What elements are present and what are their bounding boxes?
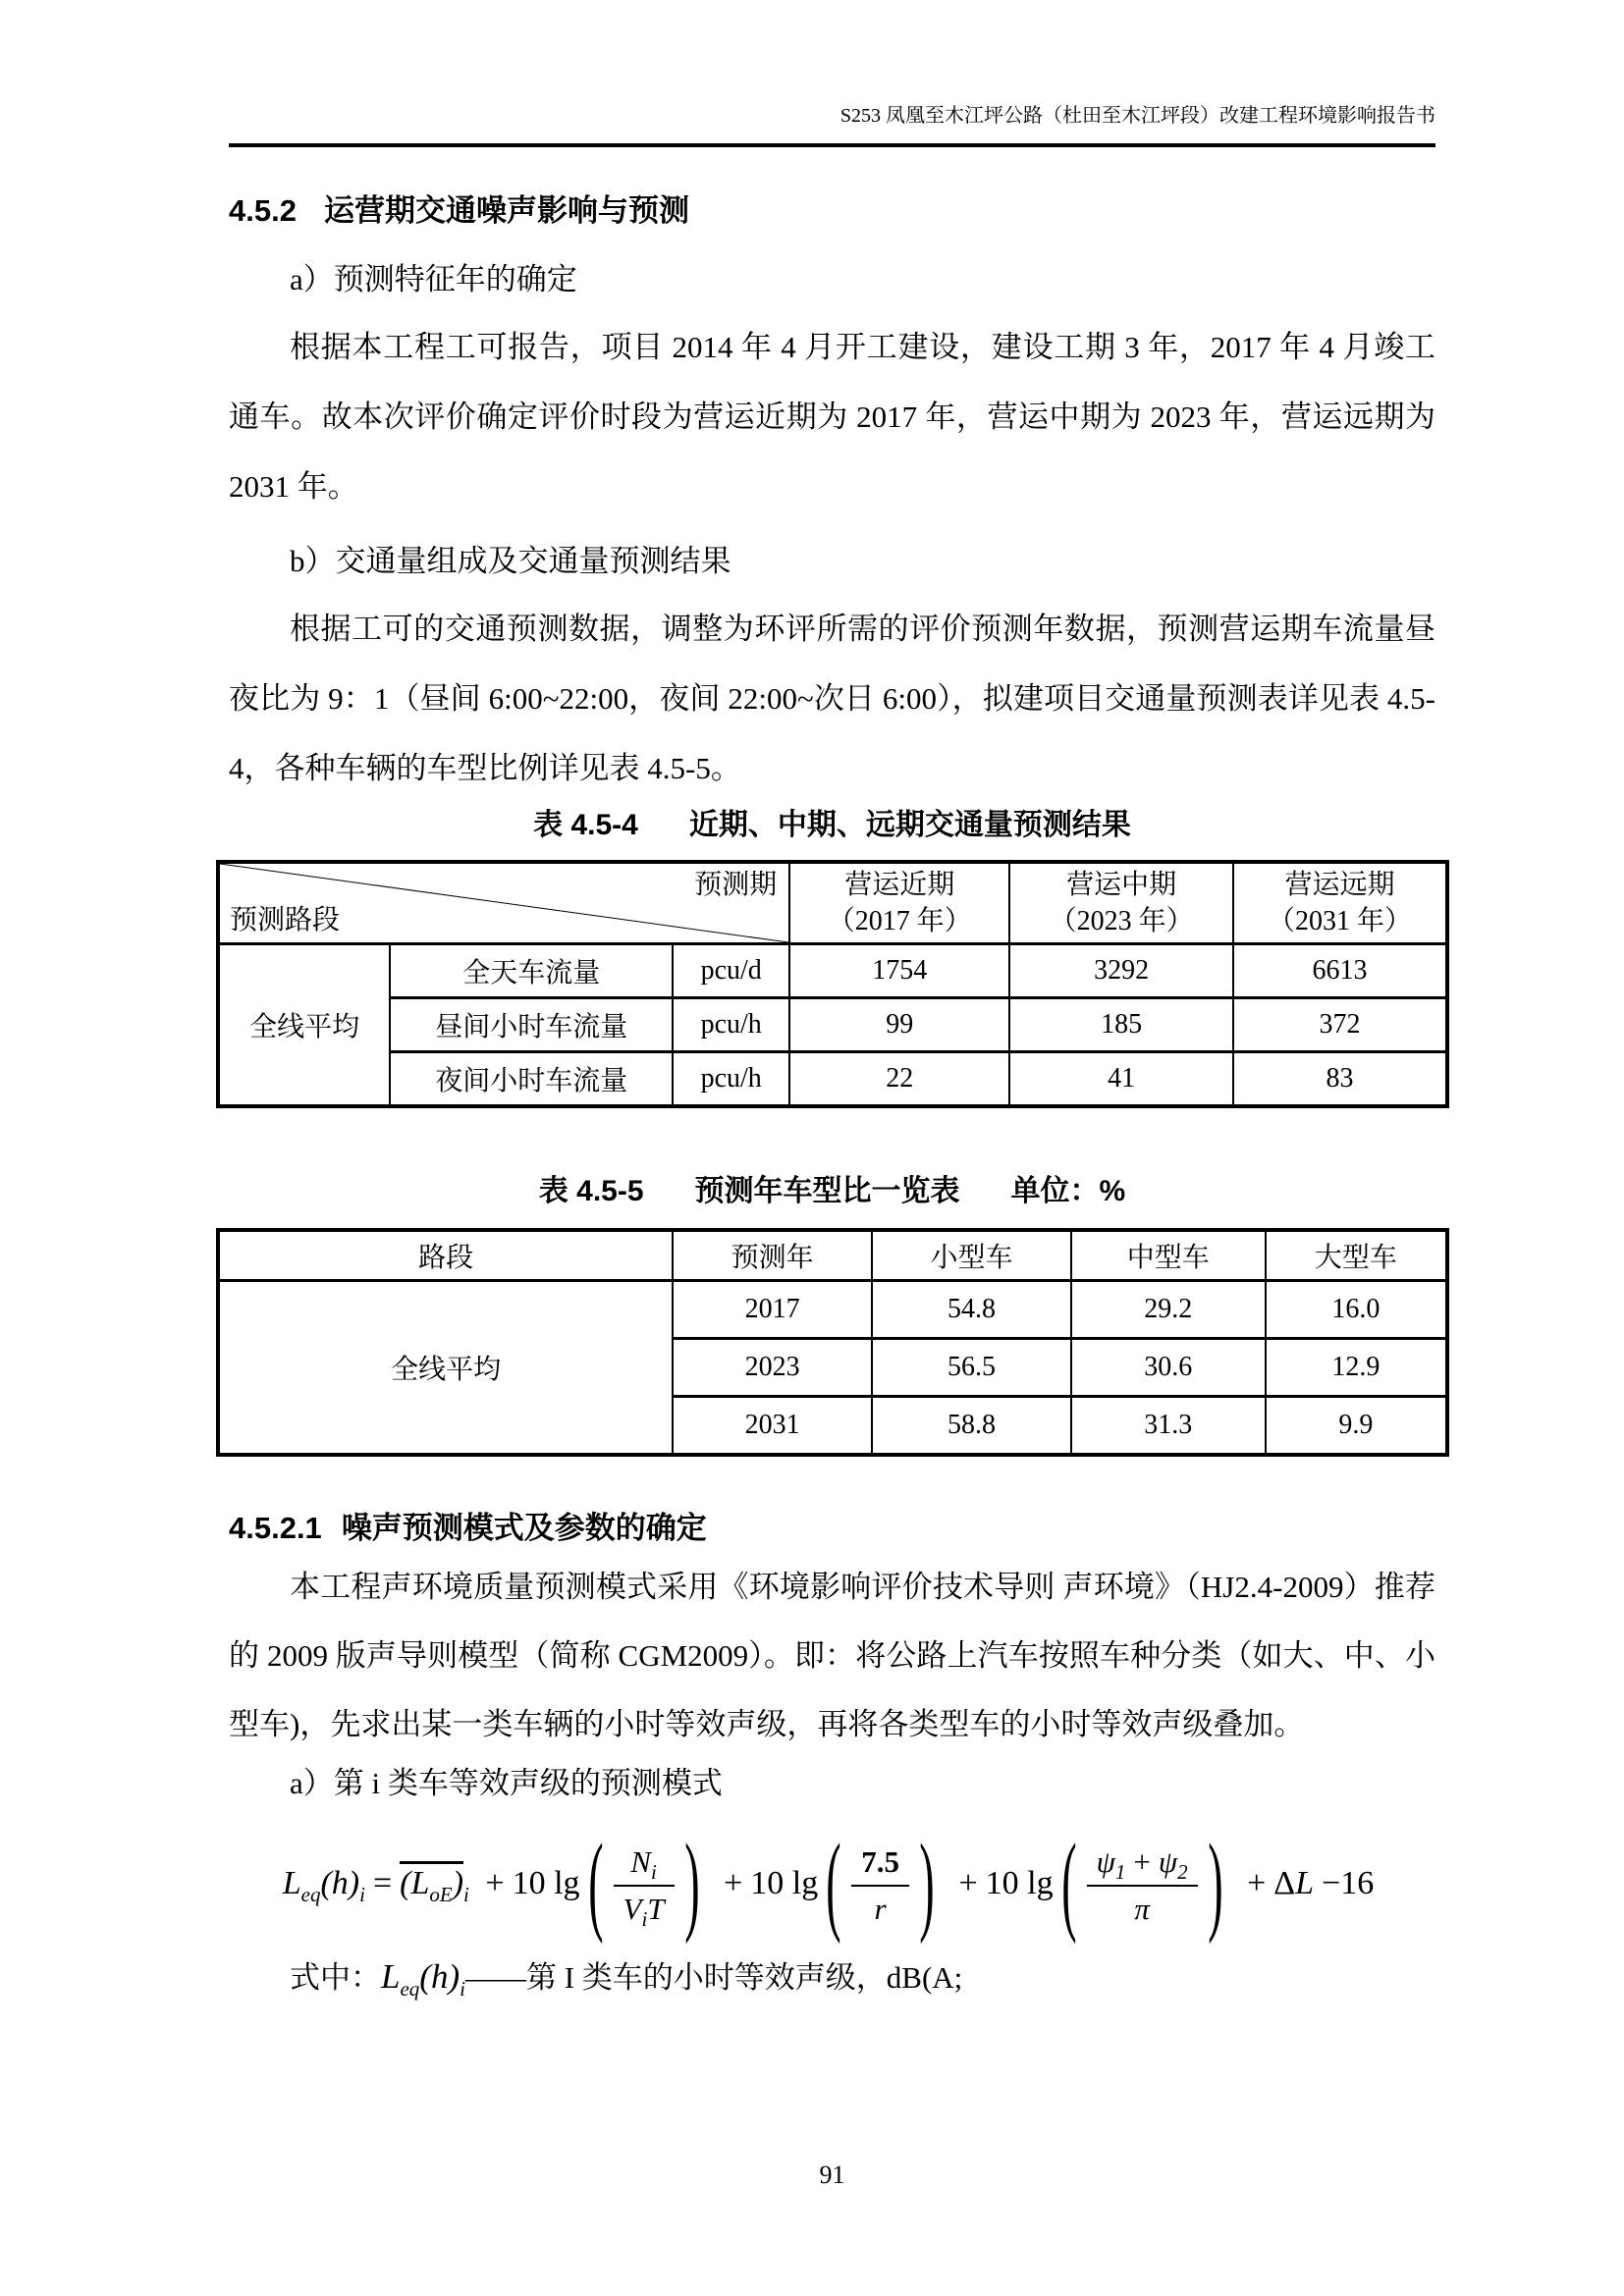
- table-caption-title: 预测年车型比一览表: [694, 1174, 960, 1207]
- column-header-line1: 营运近期: [844, 870, 955, 900]
- frac-num: N: [630, 1843, 651, 1879]
- vehicle-ratio-table: [216, 1228, 1449, 1457]
- section-title: 运营期交通噪声影响与预测: [323, 193, 689, 228]
- coefficient: 10 lg: [985, 1864, 1054, 1901]
- list-item-a2: a）第 i 类车等效声级的预测模式: [290, 1765, 723, 1800]
- column-header-segment: 路段: [218, 1230, 673, 1281]
- column-header-line1: 营运远期: [1284, 870, 1395, 900]
- value-cell: 56.5: [872, 1339, 1071, 1397]
- fraction-75-r: [851, 1842, 909, 1929]
- frac-num-sub: i: [650, 1859, 657, 1884]
- value-cell: 372: [1233, 998, 1447, 1052]
- column-header-small: 小型车: [872, 1230, 1071, 1281]
- section-heading-4521: [229, 1508, 1435, 1549]
- table-caption-label: 表 4.5-5: [538, 1174, 644, 1207]
- eq-lhs-arg: (h): [320, 1864, 360, 1901]
- section-number: 4.5.2.1: [229, 1510, 322, 1545]
- coefficient: 10 lg: [750, 1864, 819, 1901]
- table-caption-454: [229, 805, 1435, 846]
- column-header-mid: [1009, 862, 1233, 944]
- paragraph-2: 根据工可的交通预测数据，调整为环评所需的评价预测年数据，预测营运期车流量昼夜比为 9：1（昼间 6:00~22:00，夜间 22:00~次日 6:00），拟建项目交通量预测表详见表 4.5-4，各种车辆的车型比例详见表 4.5-5。: [229, 612, 1435, 785]
- big-paren-close: ): [683, 1824, 700, 1947]
- delta-symbol: Δ: [1273, 1864, 1296, 1901]
- big-paren-close: ): [919, 1824, 935, 1947]
- frac-den-T: T: [647, 1891, 665, 1926]
- psi2-sub: 2: [1177, 1859, 1188, 1884]
- plus-sign: +: [958, 1864, 978, 1901]
- plus-sign: +: [485, 1864, 505, 1901]
- value-cell: 16.0: [1266, 1281, 1447, 1339]
- eq-lhs-sub: eq: [300, 1882, 321, 1906]
- value-cell: 3292: [1009, 944, 1233, 998]
- outer-sub-i: i: [463, 1882, 469, 1906]
- column-header-near: [789, 862, 1009, 944]
- table-caption-unit: 单位：%: [1010, 1174, 1126, 1207]
- psi1-sub: 1: [1114, 1859, 1126, 1884]
- where-description: ——第 I 类车的小时等效声级，dB(A;: [464, 1959, 963, 1995]
- value-cell: 9.9: [1266, 1397, 1447, 1455]
- L: L: [381, 1956, 401, 1996]
- fraction-Ni-ViT: [614, 1842, 675, 1929]
- LoE-sub: oE: [429, 1882, 453, 1906]
- corner-label-period: 预测期: [694, 870, 778, 900]
- table-caption-455: [229, 1171, 1435, 1212]
- column-header-line2: （2023 年）: [1049, 906, 1194, 936]
- table-caption-title: 近期、中期、远期交通量预测结果: [688, 809, 1131, 841]
- psi1: ψ: [1096, 1843, 1115, 1879]
- fraction-psi-pi: [1087, 1842, 1198, 1929]
- arg-sub: i: [460, 1976, 465, 2001]
- equals-sign: =: [372, 1864, 393, 1901]
- column-header-far: [1233, 862, 1447, 944]
- corner-label-segment: 预测路段: [230, 905, 341, 935]
- paragraph-1: 根据本工程工可报告，项目 2014 年 4 月开工建设，建设工期 3 年，2017 年 4 月竣工通车。故本次评价确定评价时段为营运近期为 2017 年，营运中期为 2023 年，营运远期为 2031 年。: [229, 330, 1435, 504]
- plus-sign: +: [1247, 1864, 1267, 1901]
- unit-cell: pcu/d: [673, 944, 789, 998]
- traffic-forecast-table: [216, 860, 1449, 1108]
- delta-variable: L: [1295, 1864, 1315, 1901]
- minus-16: −16: [1322, 1864, 1375, 1901]
- value-cell: 54.8: [872, 1281, 1071, 1339]
- where-prefix: 式中：: [290, 1959, 381, 1995]
- paren: ): [452, 1864, 464, 1901]
- value-cell: 29.2: [1071, 1281, 1266, 1339]
- column-header-year: 预测年: [673, 1230, 872, 1281]
- psi2: ψ: [1158, 1843, 1178, 1879]
- plus-sign: +: [1133, 1843, 1151, 1879]
- metric-cell: 昼间小时车流量: [390, 998, 673, 1052]
- big-paren-open: (: [587, 1824, 604, 1947]
- column-header-line2: （2017 年）: [827, 906, 972, 936]
- diagonal-header-cell: [218, 862, 789, 944]
- value-cell: 31.3: [1071, 1397, 1266, 1455]
- metric-cell: 全天车流量: [390, 944, 673, 998]
- value-cell: 99: [789, 998, 1009, 1052]
- formula-legend: [229, 1951, 1435, 2003]
- eq-lhs-L: L: [282, 1864, 301, 1901]
- value-cell: 41: [1009, 1052, 1233, 1106]
- L-sub: eq: [400, 1976, 420, 2001]
- inline-math-leq: [381, 1956, 465, 2001]
- arg: (h): [419, 1956, 460, 1996]
- unit-cell: pcu/h: [673, 998, 789, 1052]
- plus-sign: +: [724, 1864, 743, 1901]
- value-cell: 22: [789, 1052, 1009, 1106]
- section-heading-452: [229, 190, 1435, 232]
- frac-den: r: [874, 1891, 887, 1926]
- value-cell: 12.9: [1266, 1339, 1447, 1397]
- year-cell: 2017: [673, 1281, 872, 1339]
- paren: (: [400, 1864, 411, 1901]
- column-header-line1: 营运中期: [1066, 870, 1177, 900]
- pi: π: [1134, 1891, 1150, 1926]
- value-cell: 30.6: [1071, 1339, 1266, 1397]
- big-paren-open: (: [826, 1824, 841, 1947]
- metric-cell: 夜间小时车流量: [390, 1052, 673, 1106]
- section-number: 4.5.2: [229, 193, 297, 228]
- running-header: [229, 102, 1435, 147]
- page-number: 91: [819, 2161, 845, 2189]
- value-cell: 58.8: [872, 1397, 1071, 1455]
- list-item-a: a）预测特征年的确定: [290, 262, 577, 296]
- year-cell: 2031: [673, 1397, 872, 1455]
- year-cell: 2023: [673, 1339, 872, 1397]
- unit-cell: pcu/h: [673, 1052, 789, 1106]
- LoE-base: L: [410, 1864, 430, 1901]
- running-header-text: S253 凤凰至木江坪公路（杜田至木江坪段）改建工程环境影响报告书: [839, 105, 1435, 127]
- frac-den: V: [623, 1891, 642, 1926]
- frac-num: 7.5: [861, 1843, 899, 1879]
- value-cell: 6613: [1233, 944, 1447, 998]
- overline-LoE: [400, 1861, 464, 1906]
- eq-lhs-arg-sub: i: [359, 1882, 365, 1906]
- coefficient: 10 lg: [512, 1864, 580, 1901]
- paragraph-3: 本工程声环境质量预测模式采用《环境影响评价技术导则 声环境》（HJ2.4-2009）推荐的 2009 版声导则模型（简称 CGM2009）。即：将公路上汽车按照车种分类（如大、中、小型车)，先求出某一类车辆的小时等效声级，再将各类型车的小时等效声级叠加。: [229, 1569, 1435, 1741]
- row-group-cell: 全线平均: [218, 944, 390, 1106]
- value-cell: 185: [1009, 998, 1233, 1052]
- section-title: 噪声预测模式及参数的确定: [341, 1510, 707, 1545]
- noise-prediction-equation: [229, 1820, 1435, 1948]
- value-cell: 1754: [789, 944, 1009, 998]
- table-caption-label: 表 4.5-4: [533, 809, 638, 841]
- column-header-line2: （2031 年）: [1268, 906, 1413, 936]
- big-paren-open: (: [1060, 1824, 1077, 1947]
- column-header-large: 大型车: [1266, 1230, 1447, 1281]
- value-cell: 83: [1233, 1052, 1447, 1106]
- frac-den-sub: i: [641, 1906, 648, 1931]
- column-header-medium: 中型车: [1071, 1230, 1266, 1281]
- big-paren-close: ): [1207, 1824, 1223, 1947]
- row-group-cell: 全线平均: [218, 1281, 673, 1455]
- list-item-b: b）交通量组成及交通量预测结果: [290, 544, 731, 578]
